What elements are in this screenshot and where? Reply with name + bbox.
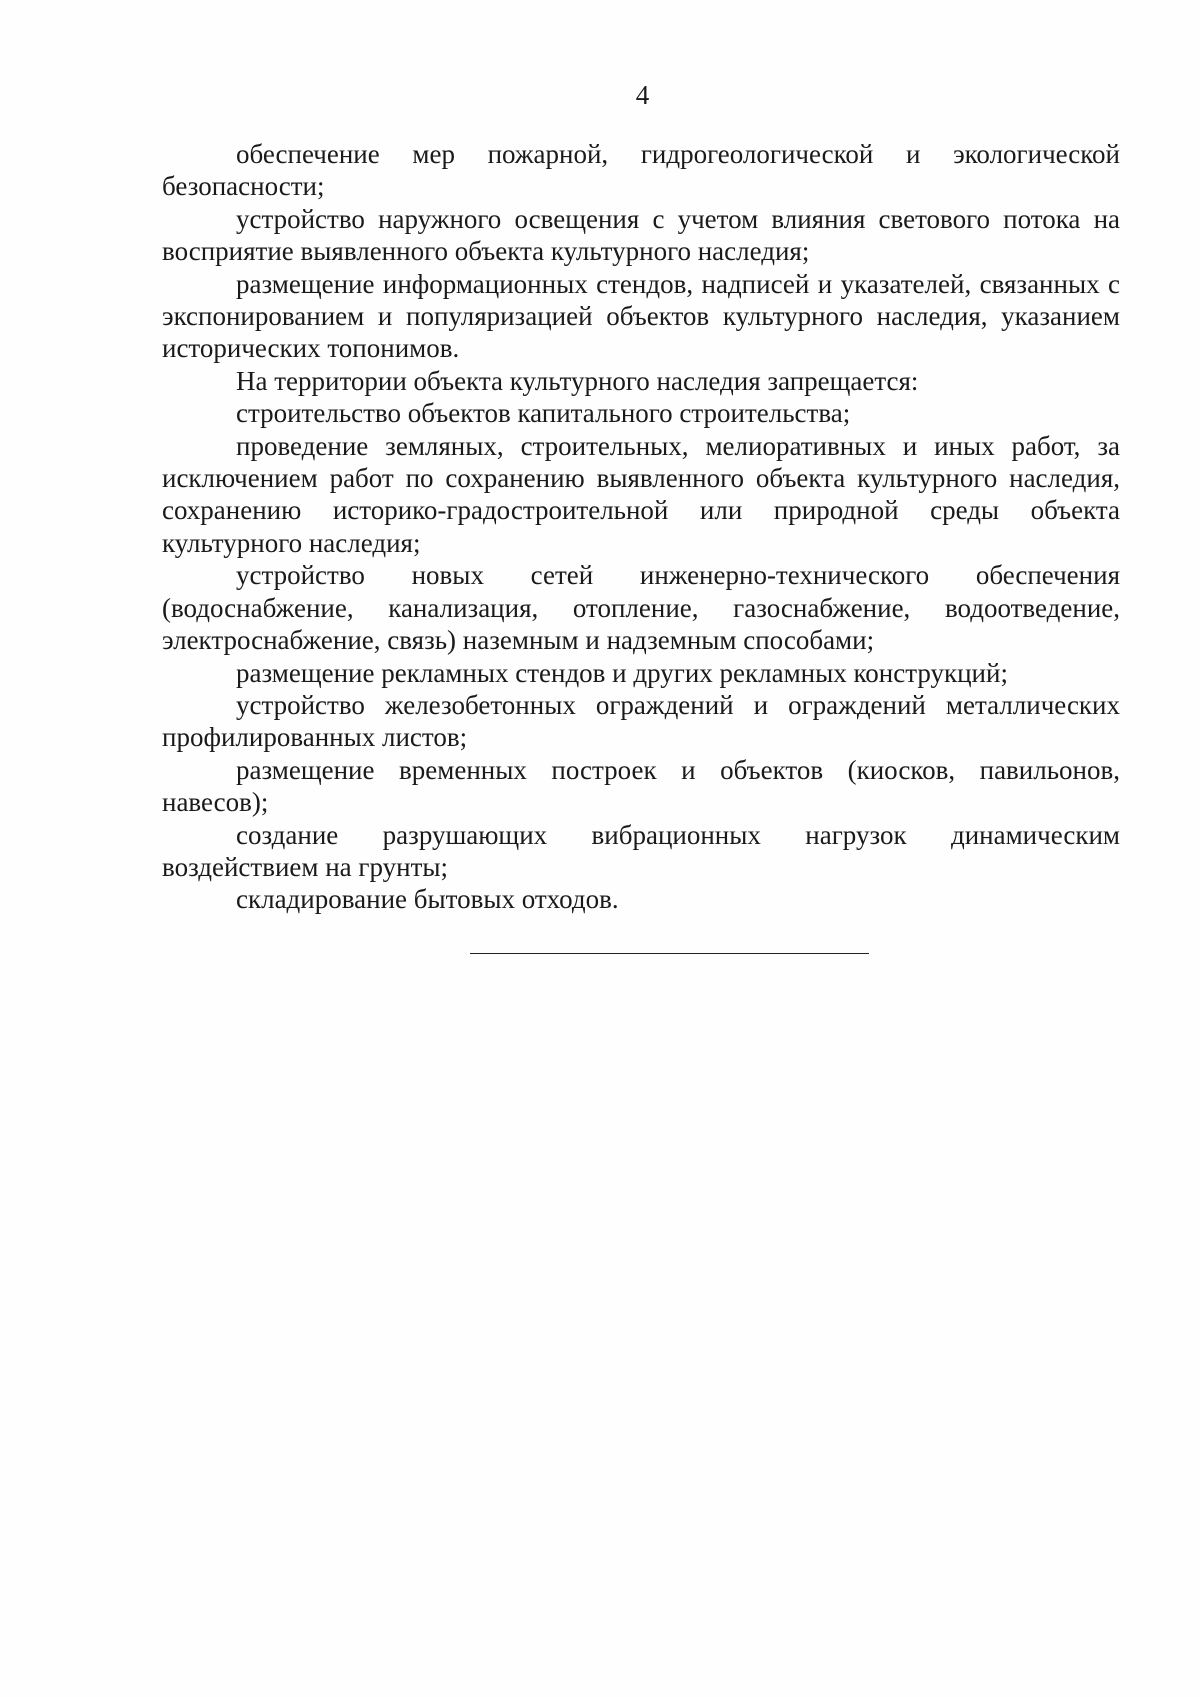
document-body: [162, 138, 1120, 916]
end-divider-line: [470, 953, 869, 954]
page-number: 4: [635, 80, 650, 110]
paragraph: размещение временных построек и объектов (киосков, павильонов, навесов);: [162, 754, 1120, 818]
paragraph: складирование бытовых отходов.: [236, 884, 619, 915]
paragraph: размещение рекламных стендов и других рекламных конструкций;: [236, 657, 1008, 688]
paragraph: обеспечение мер пожарной, гидрогеологической и экологической безопасности;: [162, 139, 1120, 202]
paragraph: проведение земляных, строительных, мелиоративных и иных работ, за исключением работ по сохранению выявленного объекта культурного наследия, сохранению историко-градостроительной или природной среды объекта культурного наследия;: [162, 430, 1120, 558]
paragraph: На территории объекта культурного наследия запрещается:: [236, 365, 919, 396]
paragraph: строительство объектов капитального строительства;: [236, 398, 851, 429]
paragraph: устройство железобетонных ограждений и ограждений металлических профилированных листов;: [162, 689, 1120, 753]
paragraph: создание разрушающих вибрационных нагрузок динамическим воздействием на грунты;: [162, 819, 1120, 882]
paragraph: устройство новых сетей инженерно-технического обеспечения (водоснабжение, канализация, отопление, газоснабжение, водоотведение, электроснабжение, связь) наземным и надземным способами;: [162, 560, 1120, 656]
paragraph: устройство наружного освещения с учетом влияния светового потока на восприятие выявленного объекта культурного наследия;: [162, 203, 1120, 267]
paragraph: размещение информационных стендов, надписей и указателей, связанных с экспонированием и популяризацией объектов культурного наследия, указанием исторических топонимов.: [162, 268, 1120, 364]
